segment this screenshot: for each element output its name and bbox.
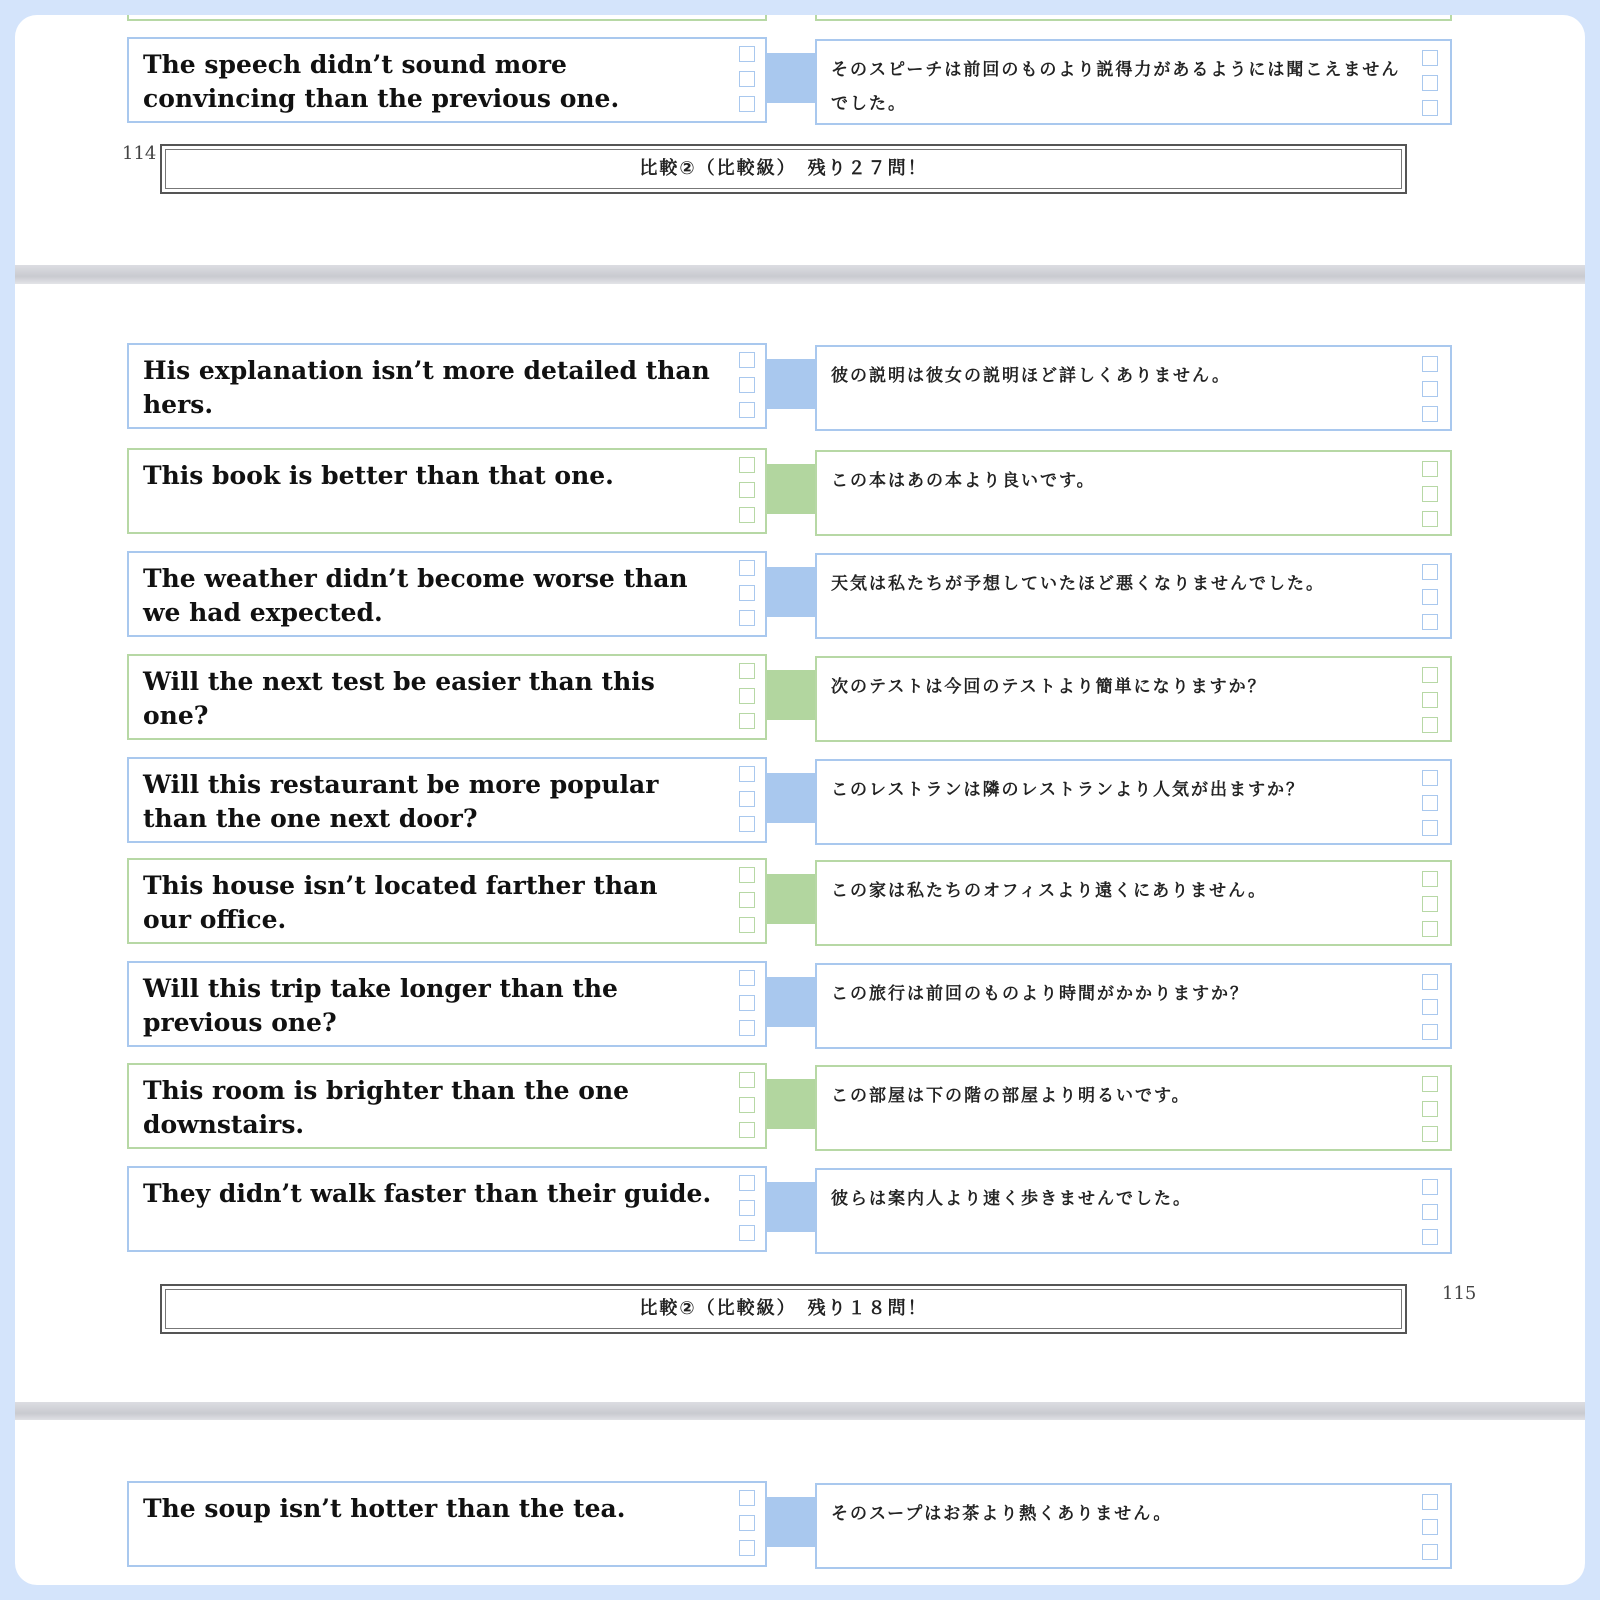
checkbox[interactable] — [1422, 406, 1438, 422]
checkbox[interactable] — [1422, 50, 1438, 66]
checkbox[interactable] — [1422, 486, 1438, 502]
checkbox[interactable] — [739, 402, 755, 418]
english-card — [127, 654, 767, 740]
japanese-sentence: この家は私たちのオフィスより遠くにありません。 — [831, 881, 1268, 901]
english-sentence: The weather didn’t become worse than we had expected. — [143, 564, 688, 627]
checkbox[interactable] — [1422, 1076, 1438, 1092]
checkbox[interactable] — [1422, 564, 1438, 580]
japanese-card — [815, 1168, 1452, 1254]
card-connector — [767, 1182, 815, 1232]
checkbox[interactable] — [1422, 1519, 1438, 1535]
page-114 — [15, 15, 1585, 265]
check-boxes — [739, 352, 757, 427]
check-boxes — [1422, 871, 1440, 946]
english-sentence: His explanation isn’t more detailed than hers. — [143, 356, 710, 419]
japanese-sentence: この部屋は下の階の部屋より明るいです。 — [831, 1086, 1191, 1106]
checkbox[interactable] — [739, 663, 755, 679]
checkbox[interactable] — [1422, 974, 1438, 990]
checkbox[interactable] — [739, 1225, 755, 1241]
english-sentence: This room is brighter than the one downstairs. — [143, 1076, 630, 1139]
check-boxes — [1422, 1076, 1440, 1151]
check-boxes — [1422, 770, 1440, 845]
checkbox[interactable] — [739, 1020, 755, 1036]
checkbox[interactable] — [1422, 589, 1438, 605]
check-boxes — [1422, 974, 1440, 1049]
english-sentence: Will this restaurant be more popular than the one next door? — [143, 770, 659, 833]
japanese-card — [815, 860, 1452, 946]
japanese-sentence: 天気は私たちが予想していたほど悪くなりませんでした。 — [831, 574, 1325, 594]
japanese-card — [815, 1483, 1452, 1569]
check-boxes — [739, 867, 757, 942]
japanese-card — [815, 759, 1452, 845]
japanese-card — [815, 345, 1452, 431]
checkbox[interactable] — [1422, 1544, 1438, 1560]
checkbox[interactable] — [739, 970, 755, 986]
checkbox[interactable] — [739, 585, 755, 601]
checkbox[interactable] — [739, 352, 755, 368]
checkbox[interactable] — [739, 1200, 755, 1216]
checkbox[interactable] — [739, 1122, 755, 1138]
english-card — [127, 1166, 767, 1252]
checkbox[interactable] — [739, 867, 755, 883]
check-boxes — [1422, 356, 1440, 431]
checkbox[interactable] — [1422, 921, 1438, 937]
checkbox[interactable] — [739, 1540, 755, 1556]
check-boxes — [1422, 50, 1440, 125]
card-connector — [767, 567, 815, 617]
checkbox[interactable] — [739, 791, 755, 807]
checkbox[interactable] — [739, 507, 755, 523]
english-sentence: The speech didn’t sound more convincing than the previous one. — [143, 50, 620, 113]
checkbox[interactable] — [739, 1490, 755, 1506]
japanese-card — [815, 450, 1452, 536]
checkbox[interactable] — [739, 917, 755, 933]
checkbox[interactable] — [739, 995, 755, 1011]
progress-banner: 比較②（比較級） 残り１８問！ — [160, 1284, 1407, 1334]
checkbox[interactable] — [1422, 381, 1438, 397]
card-connector — [767, 1079, 815, 1129]
english-sentence: This house isn’t located farther than our office. — [143, 871, 658, 934]
checkbox[interactable] — [739, 96, 755, 112]
flashcard-row — [15, 1063, 1585, 1155]
checkbox[interactable] — [1422, 896, 1438, 912]
card-connector — [767, 1497, 815, 1547]
english-sentence: Will the next test be easier than this one? — [143, 667, 655, 730]
check-boxes — [739, 46, 757, 121]
check-boxes — [739, 1072, 757, 1147]
page-115 — [15, 284, 1585, 1402]
checkbox[interactable] — [739, 713, 755, 729]
card-connector — [767, 359, 815, 409]
checkbox[interactable] — [1422, 461, 1438, 477]
english-card — [127, 961, 767, 1047]
checkbox[interactable] — [739, 1175, 755, 1191]
check-boxes — [739, 663, 757, 738]
checkbox[interactable] — [1422, 356, 1438, 372]
check-boxes — [1422, 461, 1440, 536]
japanese-sentence: そのスープはお茶より熱くありません。 — [831, 1504, 1173, 1524]
page-116 — [15, 1420, 1585, 1585]
card-connector — [767, 874, 815, 924]
japanese-card — [815, 1065, 1452, 1151]
checkbox[interactable] — [1422, 692, 1438, 708]
english-card — [127, 551, 767, 637]
japanese-sentence: 彼らは案内人より速く歩きませんでした。 — [831, 1189, 1192, 1209]
checkbox[interactable] — [739, 688, 755, 704]
check-boxes — [739, 1175, 757, 1250]
flashcard-row — [15, 757, 1585, 849]
japanese-sentence: この旅行は前回のものより時間がかかりますか？ — [831, 984, 1249, 1004]
flashcard-row — [15, 961, 1585, 1053]
checkbox[interactable] — [1422, 614, 1438, 630]
checkbox[interactable] — [739, 377, 755, 393]
checkbox[interactable] — [1422, 75, 1438, 91]
japanese-sentence: そのスピーチは前回のものより説得力があるようには聞こえませんでした。 — [831, 60, 1401, 114]
page-number: 115 — [1442, 1283, 1477, 1304]
check-boxes — [739, 560, 757, 635]
japanese-card — [815, 656, 1452, 742]
progress-banner: 比較②（比較級） 残り２７問！ — [160, 144, 1407, 194]
previous-card-edge — [815, 15, 1452, 21]
card-connector — [767, 670, 815, 720]
english-sentence: The soup isn’t hotter than the tea. — [143, 1494, 626, 1523]
english-card — [127, 1481, 767, 1567]
check-boxes — [739, 970, 757, 1045]
flashcard-row — [15, 37, 1585, 129]
japanese-sentence: 彼の説明は彼女の説明ほど詳しくありません。 — [831, 366, 1232, 386]
checkbox[interactable] — [739, 1097, 755, 1113]
checkbox[interactable] — [1422, 1494, 1438, 1510]
checkbox[interactable] — [1422, 871, 1438, 887]
checkbox[interactable] — [739, 1515, 755, 1531]
check-boxes — [1422, 564, 1440, 639]
flashcard-row — [15, 654, 1585, 746]
checkbox[interactable] — [1422, 717, 1438, 733]
checkbox[interactable] — [1422, 667, 1438, 683]
checkbox[interactable] — [1422, 1126, 1438, 1142]
flashcard-row — [15, 1481, 1585, 1573]
check-boxes — [1422, 667, 1440, 742]
checkbox[interactable] — [1422, 795, 1438, 811]
checkbox[interactable] — [739, 610, 755, 626]
english-sentence: Will this trip take longer than the previous one? — [143, 974, 618, 1037]
checkbox[interactable] — [739, 71, 755, 87]
checkbox[interactable] — [739, 1072, 755, 1088]
check-boxes — [1422, 1494, 1440, 1569]
checkbox[interactable] — [1422, 770, 1438, 786]
check-boxes — [739, 457, 757, 532]
card-connector — [767, 773, 815, 823]
japanese-sentence: 次のテストは今回のテストより簡単になりますか？ — [831, 677, 1267, 697]
checkbox[interactable] — [739, 892, 755, 908]
card-connector — [767, 977, 815, 1027]
page-number: 114 — [122, 143, 157, 164]
checkbox[interactable] — [1422, 999, 1438, 1015]
checkbox[interactable] — [739, 766, 755, 782]
flashcard-row — [15, 343, 1585, 435]
checkbox[interactable] — [1422, 820, 1438, 836]
checkbox[interactable] — [739, 457, 755, 473]
card-connector — [767, 53, 815, 103]
checkbox[interactable] — [1422, 100, 1438, 116]
english-sentence: This book is better than that one. — [143, 461, 614, 490]
japanese-sentence: このレストランは隣のレストランより人気が出ますか？ — [831, 780, 1305, 800]
checkbox[interactable] — [739, 46, 755, 62]
card-connector — [767, 464, 815, 514]
flashcard-row — [15, 858, 1585, 950]
check-boxes — [739, 1490, 757, 1565]
checkbox[interactable] — [1422, 1204, 1438, 1220]
check-boxes — [1422, 1179, 1440, 1254]
previous-card-edge — [127, 15, 767, 21]
flashcard-row — [15, 448, 1585, 540]
checkbox[interactable] — [739, 482, 755, 498]
japanese-card — [815, 553, 1452, 639]
english-card — [127, 757, 767, 843]
checkbox[interactable] — [739, 816, 755, 832]
english-card — [127, 858, 767, 944]
page-divider — [15, 1402, 1585, 1421]
page-divider — [15, 265, 1585, 284]
english-card — [127, 448, 767, 534]
checkbox[interactable] — [739, 560, 755, 576]
english-card — [127, 1063, 767, 1149]
checkbox[interactable] — [1422, 1024, 1438, 1040]
english-card — [127, 37, 767, 123]
checkbox[interactable] — [1422, 511, 1438, 527]
checkbox[interactable] — [1422, 1179, 1438, 1195]
japanese-card — [815, 39, 1452, 125]
checkbox[interactable] — [1422, 1101, 1438, 1117]
flashcard-row — [15, 551, 1585, 643]
japanese-sentence: この本はあの本より良いです。 — [831, 471, 1096, 491]
check-boxes — [739, 766, 757, 841]
checkbox[interactable] — [1422, 1229, 1438, 1245]
english-sentence: They didn’t walk faster than their guide. — [143, 1179, 712, 1208]
english-card — [127, 343, 767, 429]
japanese-card — [815, 963, 1452, 1049]
flashcard-row — [15, 1166, 1585, 1258]
